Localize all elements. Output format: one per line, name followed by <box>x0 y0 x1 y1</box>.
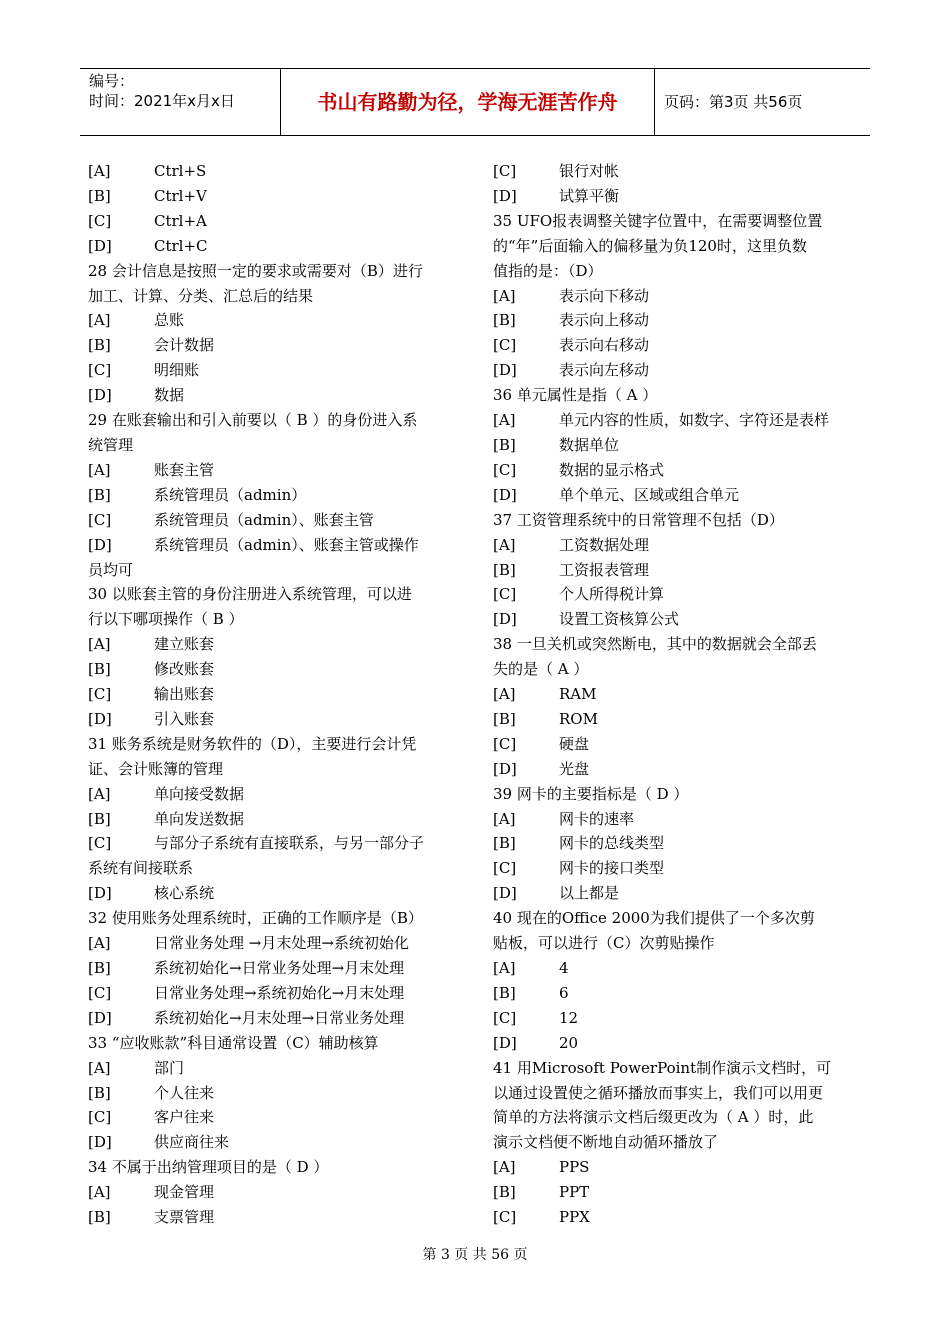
option-text: 修改账套 <box>154 660 215 679</box>
option-line <box>88 707 460 732</box>
option-text: 引入账套 <box>154 709 215 728</box>
option-line <box>88 881 460 906</box>
option-text: 12 <box>559 1008 579 1027</box>
question-line: 38 一旦关机或突然断电，其中的数据就会全部丢 <box>493 635 817 654</box>
option-letter: [C] <box>493 162 517 180</box>
option-line <box>88 1105 460 1130</box>
option-text: 表示向上移动 <box>559 311 650 330</box>
option-letter: [D] <box>493 186 517 205</box>
option-line <box>88 1180 460 1205</box>
option-line <box>493 881 865 906</box>
question-line: 以通过设置使之循环播放而事实上，我们可以用更 <box>493 1083 824 1102</box>
option-text: 20 <box>559 1033 579 1052</box>
question-line: 证、会计账簿的管理 <box>88 759 224 778</box>
question-line: 35 UFO报表调整关键字位置中，在需要调整位置 <box>493 211 823 230</box>
option-text: 单向接受数据 <box>154 784 245 803</box>
option-letter: [A] <box>493 1158 516 1177</box>
option-letter: [C] <box>493 336 517 355</box>
option-line <box>88 956 460 981</box>
option-line <box>88 807 460 832</box>
option-text: 日常业务处理→系统初始化→月末处理 <box>154 983 405 1002</box>
question-line: 32 使用账务处理系统时，正确的工作顺序是（B） <box>88 909 423 928</box>
option-line <box>88 159 460 184</box>
option-letter: [C] <box>88 983 112 1002</box>
option-text: 表示向下移动 <box>559 286 650 305</box>
option-letter: [B] <box>88 336 111 355</box>
option-text: 单个单元、区域或组合单元 <box>559 485 740 504</box>
page-label: 页码：第3页 共56页 <box>664 93 803 111</box>
option-text: 系统管理员（admin） <box>154 485 307 504</box>
question-line: 33 “应收账款”科目通常设置（C）辅助核算 <box>88 1033 379 1052</box>
question-line: 统管理 <box>88 435 134 454</box>
option-line <box>493 333 865 358</box>
option-line <box>493 1031 865 1056</box>
option-line <box>493 1006 865 1031</box>
option-text: 总账 <box>154 311 185 330</box>
option-text: 支票管理 <box>154 1208 215 1227</box>
option-letter: [B] <box>493 709 516 728</box>
option-letter: [B] <box>493 560 516 579</box>
option-line <box>493 284 865 309</box>
option-letter: [A] <box>493 286 516 305</box>
option-text: 日常业务处理 →月末处理→系统初始化 <box>154 934 409 953</box>
option-line <box>493 1180 865 1205</box>
option-letter: [B] <box>88 186 111 205</box>
question-line: 41 用Microsoft PowerPoint制作演示文档时，可 <box>493 1058 832 1077</box>
option-line <box>493 483 865 508</box>
question-line: 系统有间接联系 <box>88 859 194 878</box>
question-line: 贴板，可以进行（C）次剪贴操作 <box>493 934 715 953</box>
option-letter: [B] <box>88 485 111 504</box>
option-letter: [B] <box>493 435 516 454</box>
option-text: 单向发送数据 <box>154 809 245 828</box>
option-text: PPT <box>559 1183 590 1202</box>
option-text: 部门 <box>154 1058 185 1077</box>
option-text: 数据单位 <box>559 435 620 454</box>
question-line: 加工、计算、分类、汇总后的结果 <box>88 286 314 305</box>
option-letter: [D] <box>493 759 517 778</box>
option-letter: [C] <box>493 1208 517 1227</box>
option-line <box>88 508 460 533</box>
option-text: 系统初始化→日常业务处理→月末处理 <box>154 959 405 977</box>
question-line: 37 工资管理系统中的日常管理不包括（D） <box>493 510 784 529</box>
question-line: 34 不属于出纳管理项目的是（ D ） <box>88 1158 329 1177</box>
option-text: 以上都是 <box>559 884 620 903</box>
option-text: 明细账 <box>154 361 200 380</box>
option-text: 建立账套 <box>154 635 215 654</box>
option-line <box>88 1081 460 1106</box>
option-letter: [A] <box>88 635 111 654</box>
option-letter: [B] <box>493 1183 516 1202</box>
page-footer: 第 3 页 共 56 页 <box>422 1247 528 1263</box>
number-label: 编号： <box>89 72 135 90</box>
option-text: Ctrl+S <box>154 162 207 180</box>
question-line: 28 会计信息是按照一定的要求或需要对（B）进行 <box>88 261 423 280</box>
option-letter: [D] <box>493 610 517 629</box>
option-line <box>493 582 865 607</box>
option-line <box>493 1205 865 1230</box>
option-line <box>493 558 865 583</box>
option-text: 4 <box>559 959 569 977</box>
option-letter: [C] <box>88 211 112 230</box>
option-text: 供应商往来 <box>154 1133 230 1152</box>
option-letter: [C] <box>88 685 112 704</box>
option-line <box>88 1130 460 1155</box>
option-text: 系统管理员（admin）、账套主管 <box>154 510 374 529</box>
option-line <box>493 757 865 782</box>
option-letter: [B] <box>493 983 516 1002</box>
option-text: 系统初始化→月末处理→日常业务处理 <box>154 1008 405 1027</box>
option-letter: [B] <box>88 809 111 828</box>
option-line <box>88 483 460 508</box>
option-line <box>88 931 460 956</box>
option-text: Ctrl+C <box>154 236 208 255</box>
option-letter: [C] <box>493 460 517 479</box>
option-letter: [A] <box>88 934 111 953</box>
option-line <box>493 707 865 732</box>
question-line: 39 网卡的主要指标是（ D ） <box>493 784 689 803</box>
option-text: 表示向左移动 <box>559 361 650 380</box>
header-left-cell <box>80 69 281 135</box>
option-letter: [B] <box>88 1083 111 1102</box>
option-text: 数据 <box>154 386 185 405</box>
option-text: 网卡的总线类型 <box>559 834 665 853</box>
option-line <box>493 159 865 184</box>
question-line: 40 现在的Office 2000为我们提供了一个多次剪 <box>493 909 815 928</box>
option-text: 个人所得税计算 <box>559 585 665 604</box>
option-letter: [C] <box>493 585 517 604</box>
option-line <box>88 333 460 358</box>
option-letter: [D] <box>88 709 112 728</box>
option-letter: [B] <box>493 311 516 330</box>
left-column <box>88 159 460 1230</box>
option-line <box>88 533 460 558</box>
option-letter: [A] <box>493 959 516 977</box>
option-text: PPS <box>559 1158 590 1177</box>
option-text: 银行对帐 <box>559 162 620 180</box>
option-line <box>88 632 460 657</box>
option-letter: [C] <box>493 1008 517 1027</box>
option-text: PPX <box>559 1208 590 1227</box>
option-letter: [A] <box>88 311 111 330</box>
question-line: 30 以账套主管的身份注册进入系统管理，可以进 <box>88 585 412 604</box>
option-text: 硬盘 <box>559 734 590 753</box>
option-letter: [D] <box>493 884 517 903</box>
question-line: 36 单元属性是指（ A ） <box>493 386 658 405</box>
option-line <box>493 856 865 881</box>
question-line: 失的是（ A ） <box>493 660 589 679</box>
option-letter: [A] <box>88 162 111 180</box>
option-letter: [B] <box>88 1208 111 1227</box>
option-letter: [D] <box>88 884 112 903</box>
option-line <box>493 607 865 632</box>
option-letter: [A] <box>88 1183 111 1202</box>
option-text: 工资报表管理 <box>559 560 650 579</box>
option-line <box>88 1205 460 1230</box>
option-line <box>493 682 865 707</box>
option-text: 核心系统 <box>154 884 215 903</box>
option-letter: [C] <box>493 734 517 753</box>
option-letter: [C] <box>493 859 517 878</box>
option-letter: [A] <box>493 809 516 828</box>
option-text: 表示向右移动 <box>559 336 650 355</box>
option-line <box>493 184 865 209</box>
option-text: 与部分子系统有直接联系，与另一部分子 <box>154 834 425 853</box>
option-letter: [A] <box>88 460 111 479</box>
option-line <box>493 807 865 832</box>
option-letter: [A] <box>493 535 516 554</box>
option-text: 系统管理员（admin）、账套主管或操作 <box>154 535 419 554</box>
motto: 书山有路勤为径，学海无涯苦作舟 <box>281 69 655 135</box>
question-line: 演示文档便不断地自动循环播放了 <box>493 1133 719 1152</box>
option-text: 个人往来 <box>154 1083 215 1102</box>
option-line <box>88 1056 460 1081</box>
option-text: 单元内容的性质，如数字、字符还是表样 <box>559 411 830 430</box>
question-line: 行以下哪项操作（ B ） <box>88 610 244 629</box>
option-line <box>88 308 460 333</box>
option-line <box>88 1006 460 1031</box>
option-text: 输出账套 <box>154 685 215 704</box>
page-header <box>80 68 870 136</box>
option-text: 客户往来 <box>154 1108 215 1127</box>
option-text: 设置工资核算公式 <box>559 610 680 629</box>
option-letter: [C] <box>88 834 112 853</box>
date-label: 时间：2021年x月x日 <box>89 92 235 110</box>
option-text: 现金管理 <box>154 1183 215 1202</box>
option-line <box>88 383 460 408</box>
option-line <box>88 831 460 856</box>
option-line <box>493 458 865 483</box>
option-letter: [D] <box>88 386 112 405</box>
option-letter: [A] <box>88 784 111 803</box>
option-letter: [C] <box>88 1108 112 1127</box>
option-line <box>493 358 865 383</box>
option-letter: [D] <box>88 1008 112 1027</box>
option-line <box>493 831 865 856</box>
option-text: 数据的显示格式 <box>559 460 665 479</box>
option-text: 光盘 <box>559 759 590 778</box>
option-text: 网卡的接口类型 <box>559 859 665 878</box>
option-text: 6 <box>559 983 569 1002</box>
option-line <box>493 956 865 981</box>
option-line <box>88 782 460 807</box>
question-line: 简单的方法将演示文档后缀更改为（ A ）时，此 <box>493 1108 814 1127</box>
option-letter: [C] <box>88 361 112 380</box>
right-column <box>493 159 865 1230</box>
option-text: Ctrl+A <box>154 211 207 230</box>
option-line <box>493 1155 865 1180</box>
option-letter: [C] <box>88 510 112 529</box>
option-line <box>88 657 460 682</box>
question-line: 31 账务系统是财务软件的（D），主要进行会计凭 <box>88 734 417 753</box>
question-line: 员均可 <box>88 560 134 579</box>
option-text: 会计数据 <box>154 336 215 355</box>
option-line <box>493 308 865 333</box>
option-text: 账套主管 <box>154 460 215 479</box>
option-letter: [D] <box>493 485 517 504</box>
question-line: 29 在账套输出和引入前要以（ B ）的身份进入系 <box>88 411 418 430</box>
option-letter: [D] <box>88 236 112 255</box>
option-text: 网卡的速率 <box>559 809 635 828</box>
option-letter: [B] <box>88 959 111 977</box>
option-line <box>493 533 865 558</box>
option-line <box>88 234 460 259</box>
option-text: RAM <box>559 685 597 704</box>
option-line <box>88 981 460 1006</box>
option-line <box>493 732 865 757</box>
option-letter: [A] <box>88 1058 111 1077</box>
option-letter: [D] <box>88 1133 112 1152</box>
option-letter: [D] <box>493 1033 517 1052</box>
option-line <box>88 184 460 209</box>
option-text: 工资数据处理 <box>559 535 650 554</box>
option-letter: [D] <box>88 535 112 554</box>
option-line <box>88 682 460 707</box>
option-line <box>493 433 865 458</box>
option-letter: [B] <box>88 660 111 679</box>
option-line <box>88 358 460 383</box>
option-letter: [A] <box>493 685 516 704</box>
option-line <box>493 981 865 1006</box>
option-text: Ctrl+V <box>154 186 207 205</box>
question-line: 值指的是：（D） <box>493 261 603 280</box>
option-letter: [A] <box>493 411 516 430</box>
option-text: 试算平衡 <box>559 186 620 205</box>
option-text: ROM <box>559 709 598 728</box>
option-line <box>88 209 460 234</box>
option-letter: [B] <box>493 834 516 853</box>
option-letter: [D] <box>493 361 517 380</box>
question-line: 的“年”后面输入的偏移量为负120时，这里负数 <box>493 236 807 255</box>
option-line <box>88 458 460 483</box>
option-line <box>493 408 865 433</box>
